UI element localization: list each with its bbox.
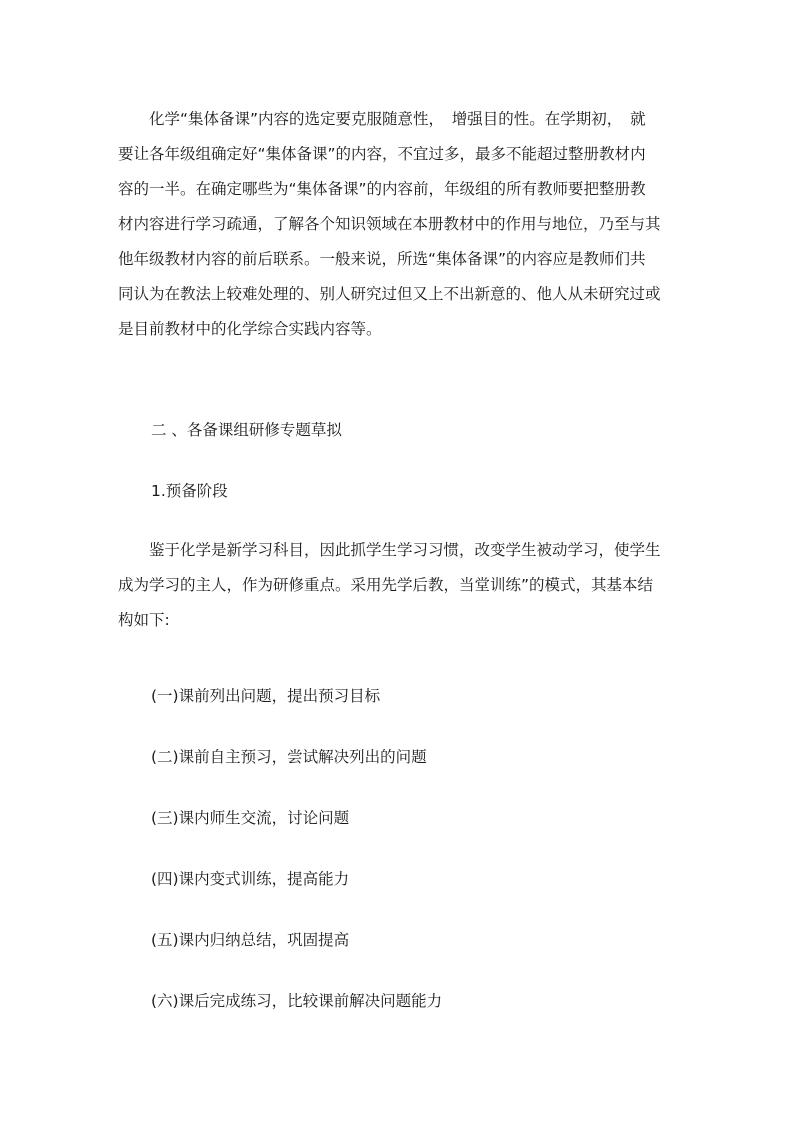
subsection-heading: 1.预备阶段 <box>151 482 228 500</box>
step-item: (一)课前列出问题，提出预习目标 <box>151 687 381 705</box>
section-heading: 二 、各备课组研修专题草拟 <box>151 421 342 439</box>
paragraph-line: 同认为在教法上较难处理的、别人研究过但又上不出新意的、他人从未研究过或 <box>118 285 661 303</box>
paragraph-line: 是目前教材中的化学综合实践内容等。 <box>118 320 382 338</box>
step-item: (二)课前自主预习，尝试解决列出的问题 <box>151 748 427 766</box>
paragraph-line: 材内容进行学习疏通，了解各个知识领域在本册教材中的作用与地位，乃至与其 <box>118 215 661 233</box>
paragraph-line: 化学“集体备课”内容的选定要克服随意性， 增强目的性。在学期初， 就 <box>118 110 646 128</box>
paragraph-collective-lesson-prep <box>118 102 678 347</box>
paragraph-line: 成为学习的主人，作为研修重点。采用先学后教，当堂训练”的模式，其基本结 <box>118 576 654 594</box>
step-item: (三)课内师生交流，讨论问题 <box>151 809 350 827</box>
paragraph-line: 构如下: <box>118 611 170 629</box>
paragraph-line: 他年级教材内容的前后联系。一般来说，所选“集体备课”的内容应是教师们共 <box>118 250 646 268</box>
paragraph-line: 要让各年级组确定好“集体备课”的内容，不宜过多，最多不能超过整册教材内 <box>118 145 646 163</box>
paragraph-line: 容的一半。在确定哪些为“集体备课”的内容前，年级组的所有教师要把整册教 <box>118 180 646 198</box>
paragraph-research-focus <box>118 533 678 638</box>
step-item: (六)课后完成练习，比较课前解决问题能力 <box>151 992 443 1010</box>
step-item: (四)课内变式训练，提高能力 <box>151 870 350 888</box>
paragraph-line: 鉴于化学是新学习科目，因此抓学生学习习惯，改变学生被动学习，使学生 <box>118 541 661 559</box>
step-item: (五)课内归纳总结，巩固提高 <box>151 931 350 949</box>
